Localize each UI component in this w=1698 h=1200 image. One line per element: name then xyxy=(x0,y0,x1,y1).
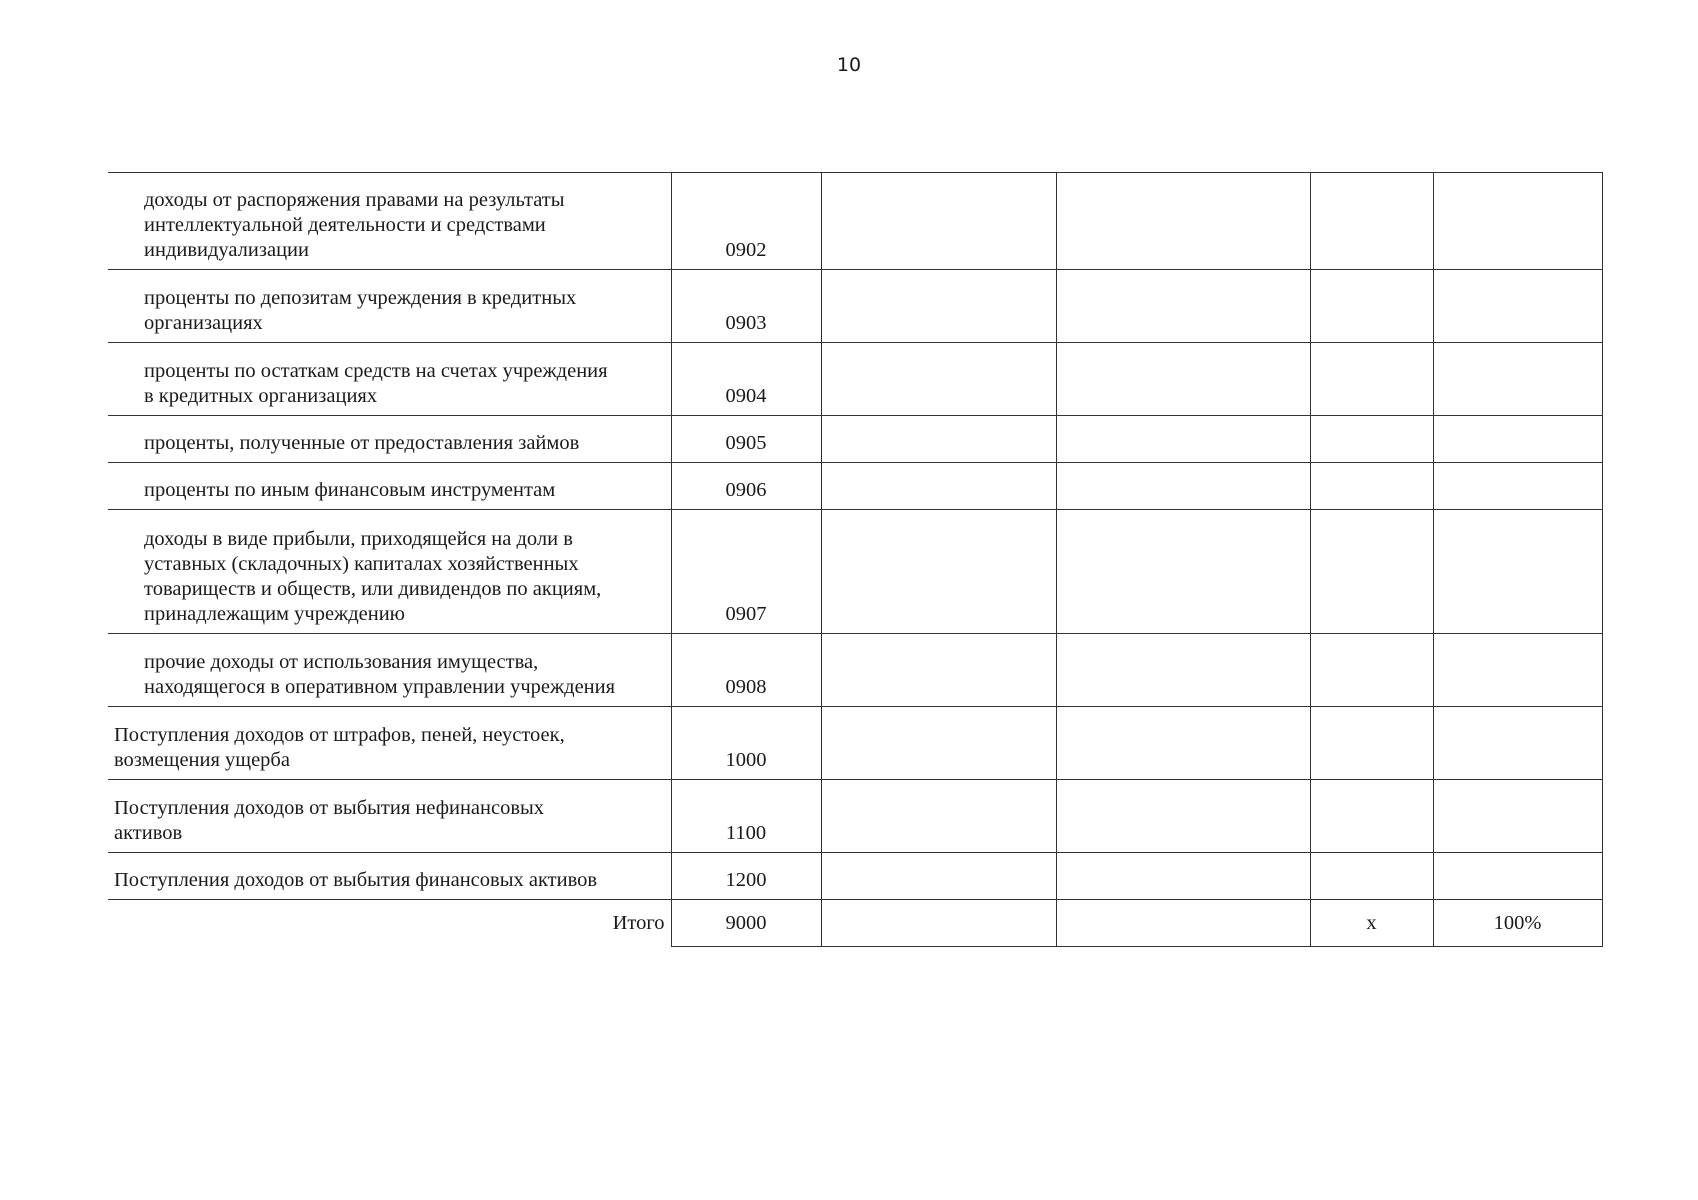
value-cell-col4 xyxy=(1056,853,1310,900)
row-name-line: Поступления доходов от выбытия нефинансовых xyxy=(114,797,545,819)
row-name xyxy=(108,780,671,853)
row-code: 0907 xyxy=(671,510,821,634)
value-cell-col3 xyxy=(821,173,1056,270)
value-cell-col5 xyxy=(1310,634,1433,707)
total-value-col6: 100% xyxy=(1433,900,1602,947)
row-name xyxy=(108,634,671,707)
row-name-line: в кредитных организациях xyxy=(144,385,378,407)
value-cell-col4 xyxy=(1056,707,1310,780)
row-name-line: доходы в виде прибыли, приходящейся на доли в xyxy=(144,528,573,550)
total-value-col5: х xyxy=(1310,900,1433,947)
total-code: 9000 xyxy=(671,900,821,947)
row-name-line: доходы от распоряжения правами на результаты xyxy=(144,189,565,211)
table-row xyxy=(108,270,1602,343)
row-name-line: проценты по остаткам средств на счетах учреждения xyxy=(144,360,608,382)
row-name-line: индивидуализации xyxy=(144,239,309,261)
value-cell-col6 xyxy=(1433,343,1602,416)
value-cell-col6 xyxy=(1433,707,1602,780)
row-name-line: возмещения ущерба xyxy=(114,749,290,771)
value-cell-col4 xyxy=(1056,463,1310,510)
table-row xyxy=(108,780,1602,853)
table-row xyxy=(108,173,1602,270)
row-name-line: находящегося в оперативном управлении учреждения xyxy=(144,676,616,698)
value-cell-col4 xyxy=(1056,173,1310,270)
value-cell-col5 xyxy=(1310,510,1433,634)
row-code: 0903 xyxy=(671,270,821,343)
value-cell-col4 xyxy=(1056,343,1310,416)
value-cell-col5 xyxy=(1310,707,1433,780)
value-cell-col5 xyxy=(1310,853,1433,900)
table-row xyxy=(108,510,1602,634)
value-cell-col4 xyxy=(1056,270,1310,343)
row-name xyxy=(108,510,671,634)
income-table xyxy=(108,172,1603,947)
value-cell-col3 xyxy=(821,707,1056,780)
row-name-line: проценты по иным финансовым инструментам xyxy=(144,479,556,501)
value-cell-col5 xyxy=(1310,270,1433,343)
value-cell-col3 xyxy=(821,853,1056,900)
value-cell-col6 xyxy=(1433,510,1602,634)
value-cell-col6 xyxy=(1433,634,1602,707)
value-cell-col6 xyxy=(1433,780,1602,853)
row-name-line: прочие доходы от использования имущества, xyxy=(144,651,539,673)
table-row xyxy=(108,463,1602,510)
row-name xyxy=(108,270,671,343)
value-cell-col5 xyxy=(1310,780,1433,853)
value-cell-col6 xyxy=(1433,270,1602,343)
value-cell-col3 xyxy=(821,510,1056,634)
row-name xyxy=(108,463,671,510)
row-name xyxy=(108,173,671,270)
row-code: 0904 xyxy=(671,343,821,416)
row-code: 1200 xyxy=(671,853,821,900)
value-cell-col3 xyxy=(821,634,1056,707)
table-row xyxy=(108,343,1602,416)
value-cell-col3 xyxy=(821,416,1056,463)
value-cell-col3 xyxy=(821,780,1056,853)
row-name xyxy=(108,416,671,463)
total-row xyxy=(108,900,1602,947)
row-name xyxy=(108,853,671,900)
value-cell-col4 xyxy=(1056,510,1310,634)
table-row xyxy=(108,707,1602,780)
row-code: 0905 xyxy=(671,416,821,463)
row-name-line: товариществ и обществ, или дивидендов по акциям, xyxy=(144,578,602,600)
row-name-line: проценты, полученные от предоставления займов xyxy=(144,432,580,454)
total-label: Итого xyxy=(108,900,671,947)
row-name xyxy=(108,343,671,416)
row-name-line: организациях xyxy=(144,312,263,334)
row-code: 0908 xyxy=(671,634,821,707)
table-body xyxy=(108,173,1602,947)
value-cell-col6 xyxy=(1433,173,1602,270)
row-code: 1000 xyxy=(671,707,821,780)
table-row xyxy=(108,853,1602,900)
value-cell-col4 xyxy=(1056,416,1310,463)
row-name-line: Поступления доходов от штрафов, пеней, неустоек, xyxy=(114,724,565,746)
total-value-col3 xyxy=(821,900,1056,947)
row-name xyxy=(108,707,671,780)
value-cell-col3 xyxy=(821,463,1056,510)
value-cell-col3 xyxy=(821,270,1056,343)
row-code: 1100 xyxy=(671,780,821,853)
value-cell-col5 xyxy=(1310,416,1433,463)
value-cell-col3 xyxy=(821,343,1056,416)
value-cell-col6 xyxy=(1433,463,1602,510)
row-name-line: принадлежащим учреждению xyxy=(144,603,405,625)
value-cell-col6 xyxy=(1433,853,1602,900)
value-cell-col5 xyxy=(1310,343,1433,416)
table-row xyxy=(108,634,1602,707)
value-cell-col4 xyxy=(1056,634,1310,707)
total-value-col4 xyxy=(1056,900,1310,947)
page-number: 10 xyxy=(836,54,862,76)
row-name-line: уставных (складочных) капиталах хозяйственных xyxy=(144,553,579,575)
value-cell-col6 xyxy=(1433,416,1602,463)
row-code: 0902 xyxy=(671,173,821,270)
row-name-line: Поступления доходов от выбытия финансовых активов xyxy=(114,869,598,891)
row-name-line: проценты по депозитам учреждения в кредитных xyxy=(144,287,577,309)
value-cell-col4 xyxy=(1056,780,1310,853)
value-cell-col5 xyxy=(1310,463,1433,510)
row-name-line: интеллектуальной деятельности и средствами xyxy=(144,214,546,236)
table-row xyxy=(108,416,1602,463)
value-cell-col5 xyxy=(1310,173,1433,270)
row-name-line: активов xyxy=(114,822,183,844)
row-code: 0906 xyxy=(671,463,821,510)
